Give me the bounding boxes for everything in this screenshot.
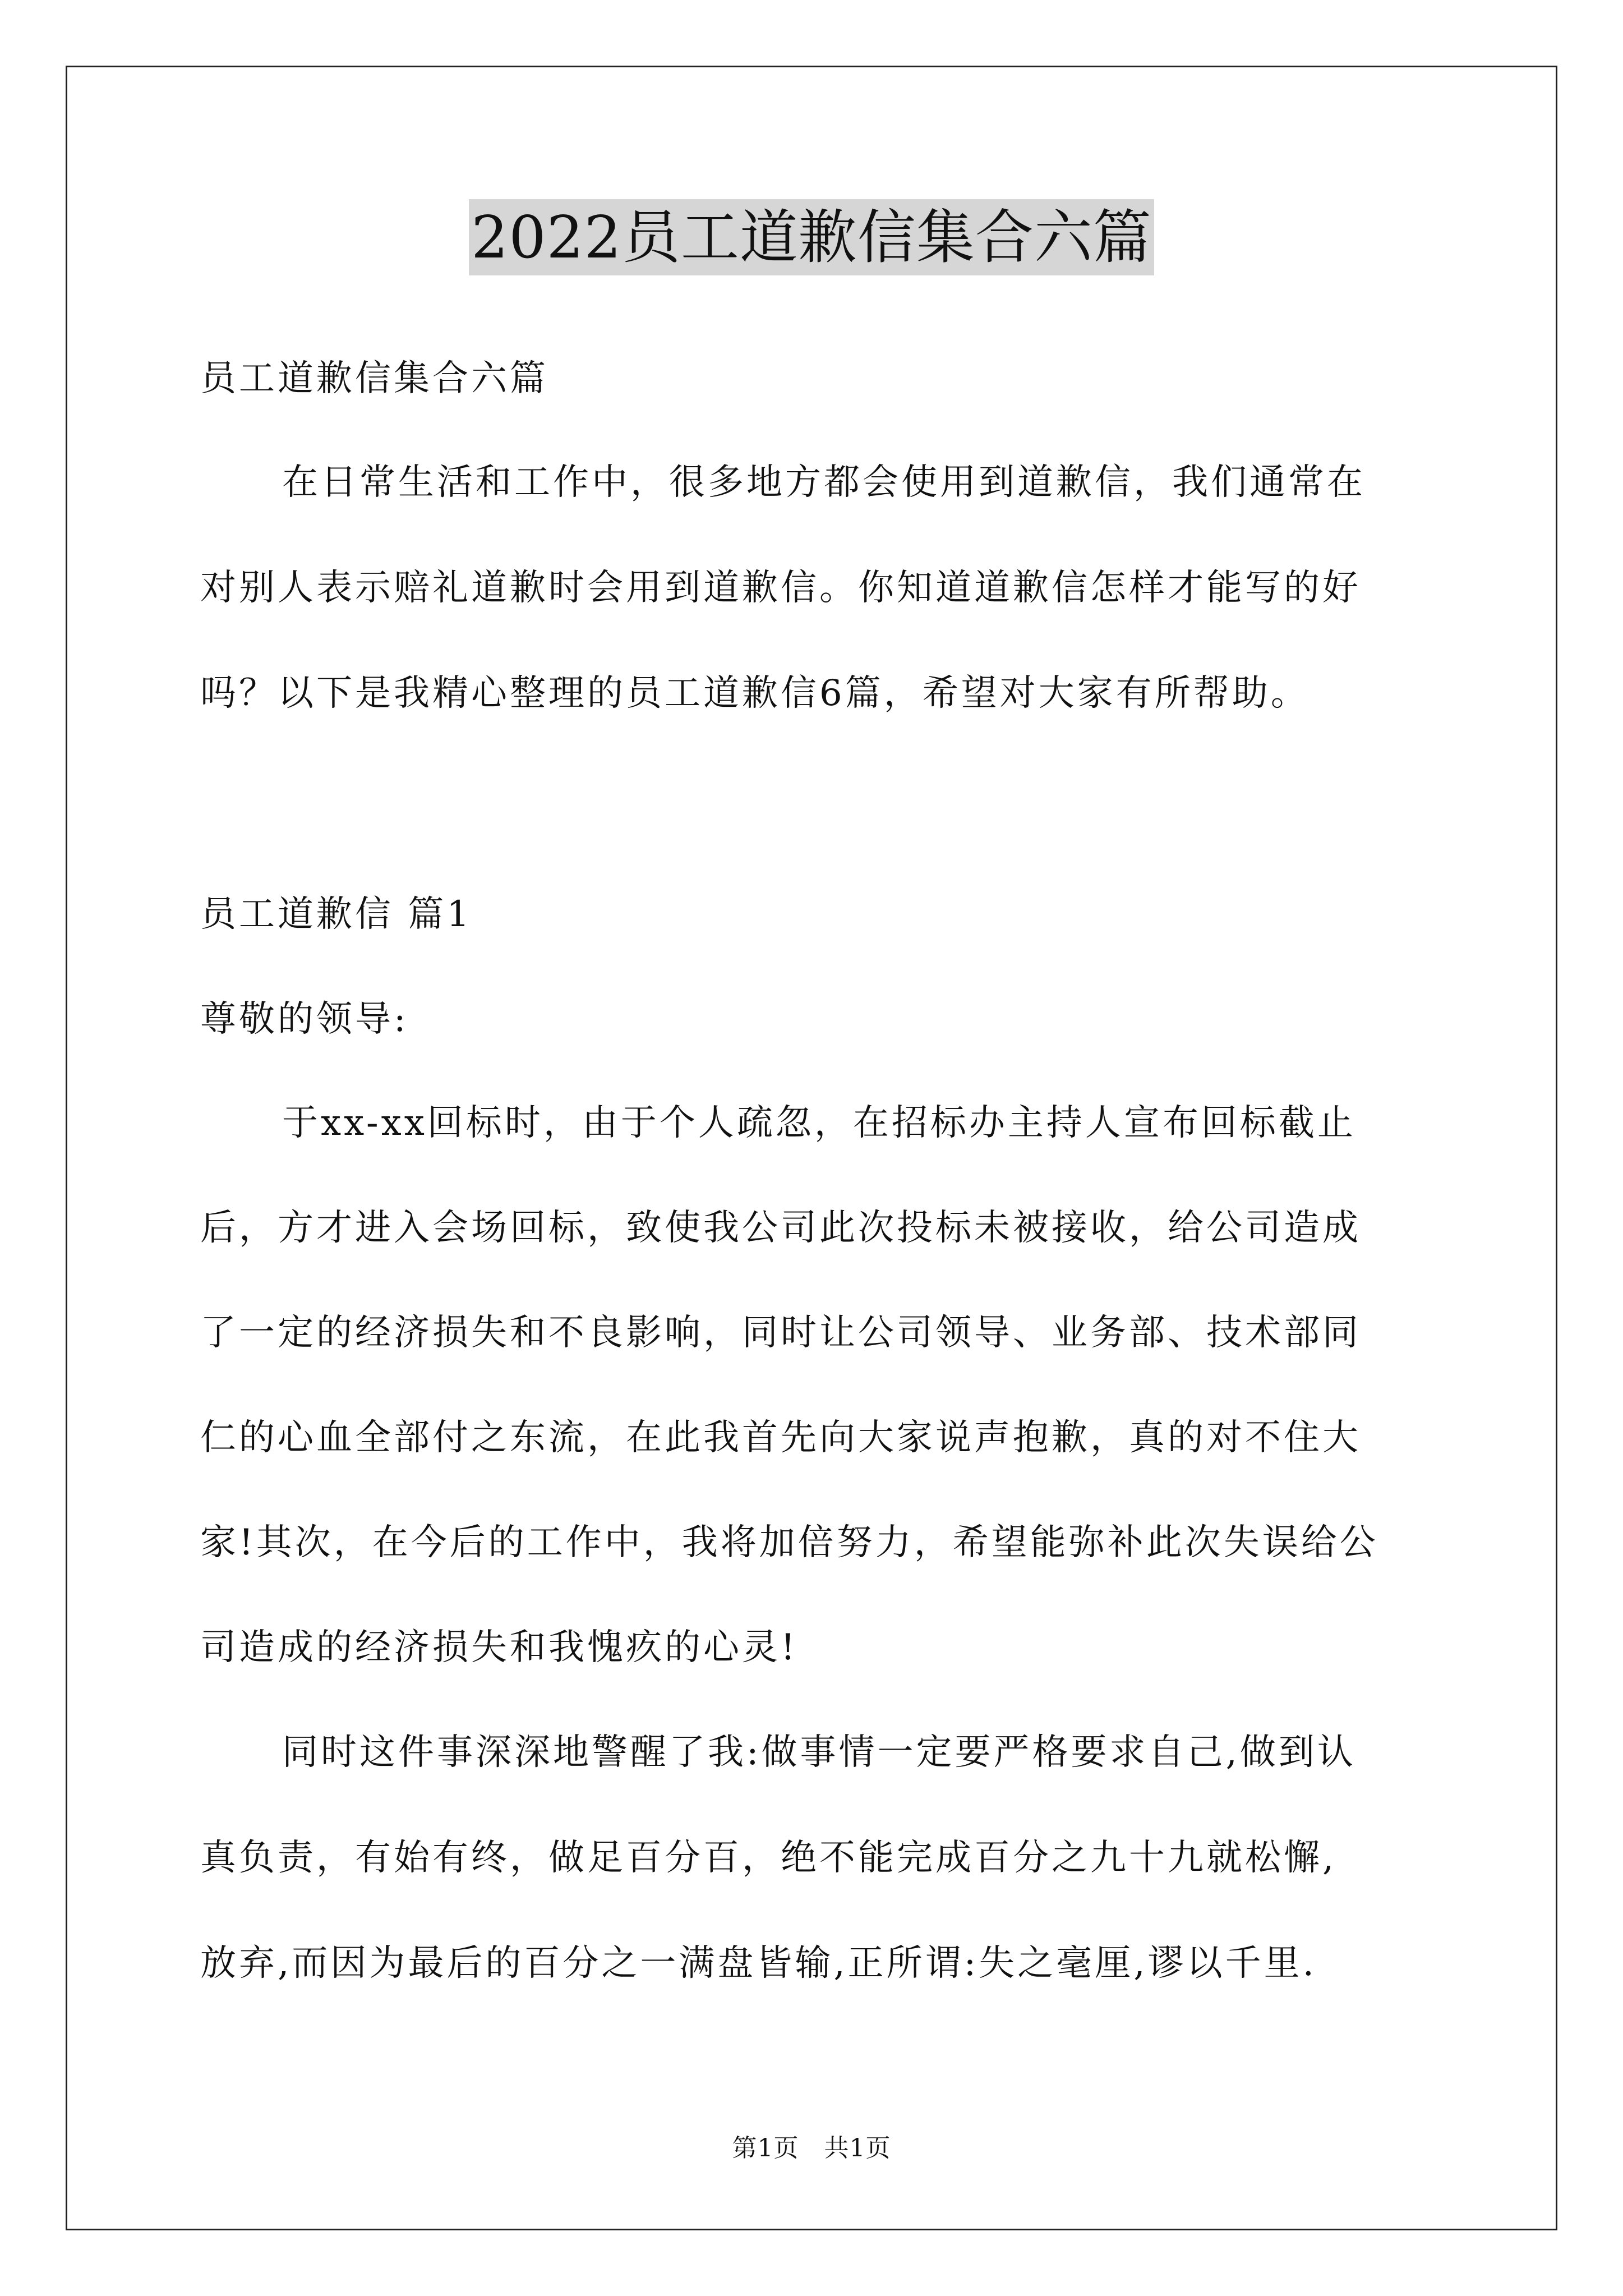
title-container: [0, 199, 1623, 275]
document-title: 2022员工道歉信集合六篇: [469, 199, 1154, 275]
salutation: 尊敬的领导:: [200, 999, 409, 1040]
paragraph1-line-2: 后，方才进入会场回标，致使我公司此次投标未被接收，给公司造成: [200, 1207, 1361, 1249]
page-number: 第1页 共1页: [732, 2134, 891, 2162]
paragraph1-line-6: 司造成的经济损失和我愧疚的心灵!: [200, 1627, 798, 1668]
paragraph2-line-3: 放弃,而因为最后的百分之一满盘皆输,正所谓:失之毫厘,谬以千里.: [200, 1943, 1317, 1984]
page-footer: [0, 2132, 1623, 2165]
intro-line-2: 对别人表示赔礼道歉时会用到道歉信。你知道道歉信怎样才能写的好: [200, 567, 1361, 609]
paragraph1-line-4: 仁的心血全部付之东流，在此我首先向大家说声抱歉，真的对不住大: [200, 1417, 1361, 1458]
paragraph1-line-1: 于xx-xx回标时，由于个人疏忽，在招标办主持人宣布回标截止: [282, 1102, 1356, 1144]
intro-line-1: 在日常生活和工作中，很多地方都会使用到道歉信，我们通常在: [282, 462, 1366, 503]
intro-line-3: 吗？以下是我精心整理的员工道歉信6篇，希望对大家有所帮助。: [200, 673, 1310, 714]
paragraph1-line-3: 了一定的经济损失和不良影响，同时让公司领导、业务部、技术部同: [200, 1312, 1361, 1354]
paragraph2-line-2: 真负责，有始有终，做足百分百，绝不能完成百分之九十九就松懈,: [200, 1837, 1337, 1879]
paragraph1-line-5: 家!其次，在今后的工作中，我将加倍努力，希望能弥补此次失误给公: [200, 1522, 1378, 1563]
subtitle: 员工道歉信集合六篇: [200, 358, 548, 399]
paragraph2-line-1: 同时这件事深深地警醒了我:做事情一定要严格要求自己,做到认: [282, 1732, 1356, 1773]
section-heading: 员工道歉信 篇1: [200, 894, 473, 935]
